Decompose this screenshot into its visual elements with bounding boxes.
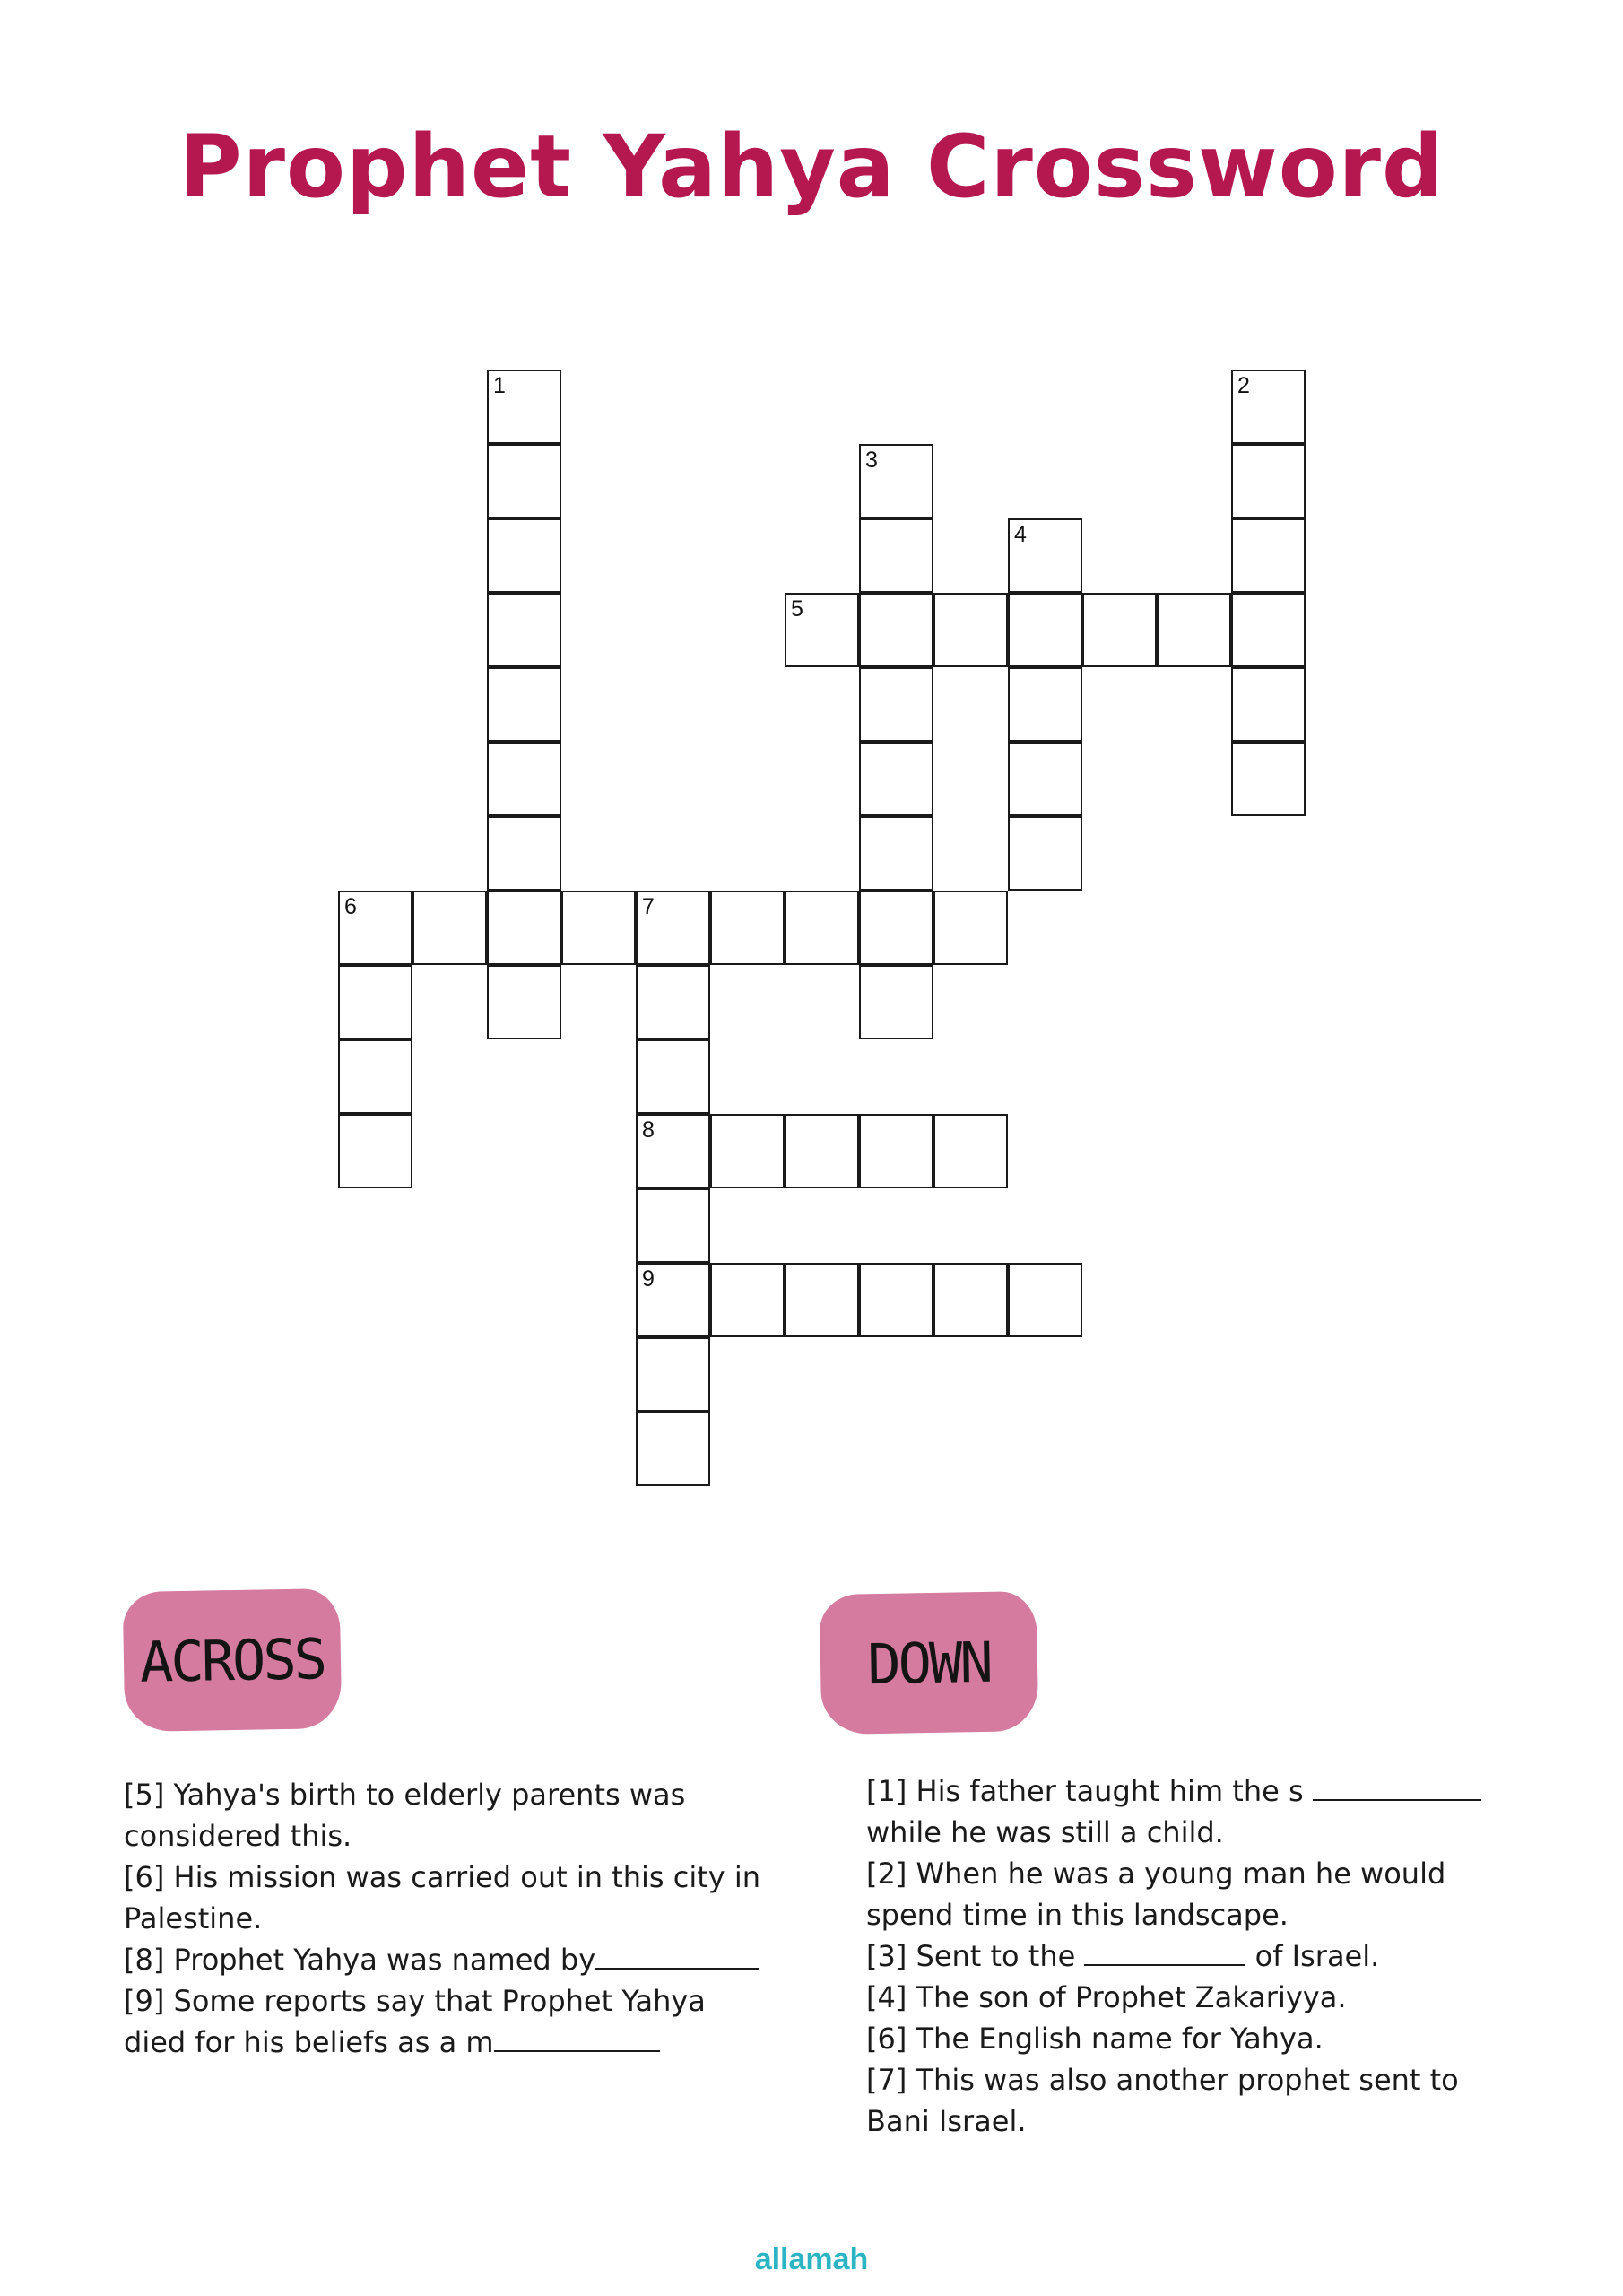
crossword-cell-8[interactable] xyxy=(636,1114,710,1188)
across-clue xyxy=(124,1939,787,1980)
crossword-cell[interactable] xyxy=(487,518,561,593)
clue-text: [3] Sent to the xyxy=(866,1939,1085,1973)
crossword-cell[interactable] xyxy=(1231,444,1306,518)
crossword-cell[interactable] xyxy=(1157,593,1231,667)
answer-blank xyxy=(595,1941,759,1970)
crossword-cell-5[interactable] xyxy=(785,593,859,667)
clue-number: 6 xyxy=(344,894,357,919)
crossword-cell[interactable] xyxy=(561,891,636,965)
crossword-cell[interactable] xyxy=(859,593,933,667)
down-clue xyxy=(866,2059,1494,2142)
down-clue xyxy=(866,1853,1494,1935)
clue-text: [2] When he was a young man he would spend time in this landscape. xyxy=(866,1857,1446,1932)
down-heading: DOWN xyxy=(820,1591,1039,1735)
crossword-cell[interactable] xyxy=(859,965,933,1039)
crossword-cell[interactable] xyxy=(859,891,933,965)
across-clue-list xyxy=(124,1774,787,2063)
crossword-cell[interactable] xyxy=(412,891,487,965)
crossword-cell[interactable] xyxy=(636,1039,710,1114)
crossword-cell[interactable] xyxy=(636,1188,710,1263)
clue-number: 5 xyxy=(791,596,803,622)
crossword-cell[interactable] xyxy=(710,891,785,965)
clue-text: [6] The English name for Yahya. xyxy=(866,2022,1324,2056)
crossword-cell[interactable] xyxy=(859,1114,933,1188)
crossword-cell[interactable] xyxy=(710,1114,785,1188)
crossword-cell[interactable] xyxy=(785,891,859,965)
clue-text: [4] The son of Prophet Zakariyya. xyxy=(866,1980,1347,2014)
crossword-cell[interactable] xyxy=(1008,1263,1082,1337)
crossword-cell[interactable] xyxy=(933,891,1008,965)
crossword-cell[interactable] xyxy=(487,816,561,891)
answer-blank xyxy=(494,2023,660,2052)
crossword-cell-6[interactable] xyxy=(338,891,412,965)
allamah-logo: allamah xyxy=(754,2242,869,2276)
crossword-cell[interactable] xyxy=(859,1263,933,1337)
crossword-cell[interactable] xyxy=(933,593,1008,667)
across-clue xyxy=(124,1980,787,2063)
crossword-cell[interactable] xyxy=(338,965,412,1039)
down-clue xyxy=(866,2018,1494,2059)
clue-number: 9 xyxy=(642,1266,655,1292)
clue-text: [9] Some reports say that Prophet Yahya died for his beliefs as a m xyxy=(124,1984,706,2059)
crossword-cell-7[interactable] xyxy=(636,891,710,965)
crossword-cell[interactable] xyxy=(859,816,933,891)
crossword-cell[interactable] xyxy=(1008,742,1082,816)
crossword-cell[interactable] xyxy=(1008,667,1082,742)
crossword-cell[interactable] xyxy=(785,1263,859,1337)
crossword-cell[interactable] xyxy=(636,1412,710,1486)
crossword-cell[interactable] xyxy=(338,1039,412,1114)
crossword-cell[interactable] xyxy=(1231,667,1306,742)
crossword-cell[interactable] xyxy=(859,667,933,742)
clue-text: [5] Yahya's birth to elderly parents was considered this. xyxy=(124,1778,686,1853)
crossword-cell[interactable] xyxy=(1008,816,1082,891)
crossword-cell[interactable] xyxy=(933,1263,1008,1337)
crossword-cell[interactable] xyxy=(1231,593,1306,667)
crossword-cell[interactable] xyxy=(933,1114,1008,1188)
clue-text: [1] His father taught him the s xyxy=(866,1774,1313,1808)
down-clue-list xyxy=(866,1770,1494,2142)
crossword-cell[interactable] xyxy=(1008,593,1082,667)
crossword-cell[interactable] xyxy=(338,1114,412,1188)
crossword-cell[interactable] xyxy=(636,1337,710,1412)
crossword-cell[interactable] xyxy=(487,667,561,742)
down-clue xyxy=(866,1977,1494,2018)
page-title: Prophet Yahya Crossword xyxy=(178,117,1445,217)
clue-number: 4 xyxy=(1014,522,1027,547)
crossword-cell-4[interactable] xyxy=(1008,518,1082,593)
crossword-cell[interactable] xyxy=(487,444,561,518)
crossword-cell-1[interactable] xyxy=(487,370,561,444)
clue-text: of Israel. xyxy=(1245,1939,1380,1973)
clue-text: [6] His mission was carried out in this city in Palestine. xyxy=(124,1860,761,1935)
across-clue xyxy=(124,1857,787,1939)
crossword-cell-2[interactable] xyxy=(1231,370,1306,444)
clue-text: while he was still a child. xyxy=(866,1815,1224,1849)
crossword-cell[interactable] xyxy=(1082,593,1157,667)
crossword-cell[interactable] xyxy=(487,891,561,965)
crossword-cell[interactable] xyxy=(1231,742,1306,816)
down-clue xyxy=(866,1770,1494,1853)
crossword-cell[interactable] xyxy=(710,1263,785,1337)
clue-number: 8 xyxy=(642,1118,655,1143)
clue-number: 2 xyxy=(1237,373,1250,398)
crossword-cell[interactable] xyxy=(1231,518,1306,593)
crossword-cell-3[interactable] xyxy=(859,444,933,518)
answer-blank xyxy=(1084,1937,1245,1966)
down-clue xyxy=(866,1935,1494,1977)
answer-blank xyxy=(1313,1772,1481,1801)
crossword-cell[interactable] xyxy=(636,965,710,1039)
crossword-cell[interactable] xyxy=(859,742,933,816)
crossword-cell[interactable] xyxy=(487,593,561,667)
clue-text: [7] This was also another prophet sent to Bani Israel. xyxy=(866,2063,1459,2138)
clue-number: 1 xyxy=(493,373,506,398)
crossword-cell[interactable] xyxy=(487,965,561,1039)
clue-number: 3 xyxy=(865,448,878,473)
crossword-cell[interactable] xyxy=(785,1114,859,1188)
crossword-cell[interactable] xyxy=(487,742,561,816)
across-heading: ACROSS xyxy=(123,1588,343,1732)
clue-text: [8] Prophet Yahya was named by xyxy=(124,1943,596,1977)
across-clue xyxy=(124,1774,787,1857)
clue-number: 7 xyxy=(642,894,655,919)
crossword-cell[interactable] xyxy=(859,518,933,593)
crossword-cell-9[interactable] xyxy=(636,1263,710,1337)
